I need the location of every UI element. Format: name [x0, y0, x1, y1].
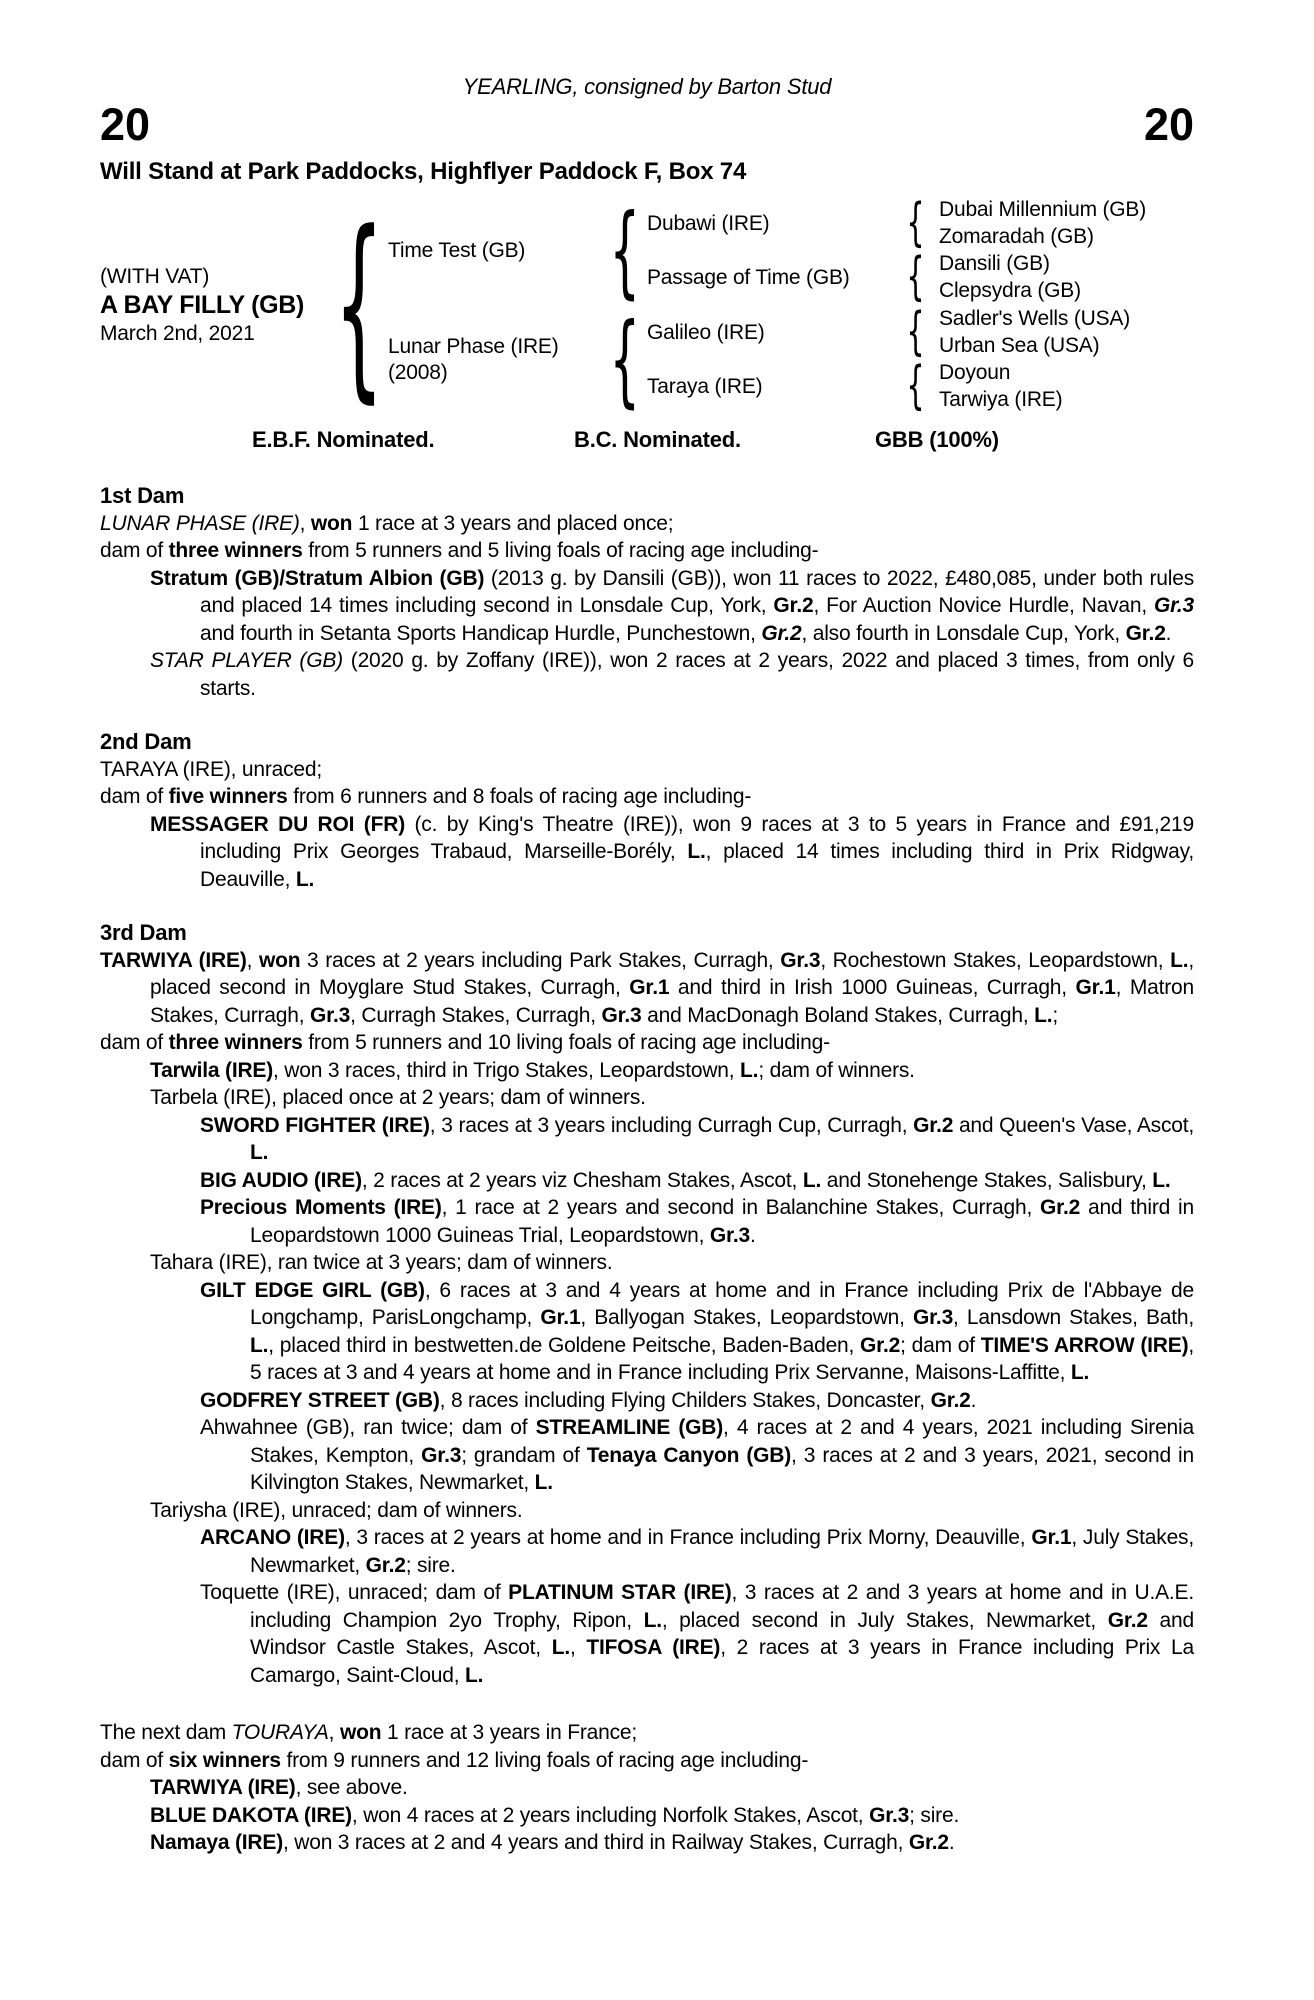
dam-section — [100, 1719, 1194, 1857]
text-run: Gr.2 — [908, 1831, 949, 1854]
text-run: Namaya (IRE) — [150, 1831, 283, 1854]
dam-sire-dam-name: Urban Sea (USA) — [939, 333, 1100, 357]
text-run: Gr.1 — [1031, 1526, 1072, 1549]
text-run: (2013 g. by Dansili (GB)), won 11 races to 2022, £480,085, under both rules and placed 14 times including second in Lonsdale Cup, York, — [200, 566, 1194, 617]
text-run: L. — [643, 1608, 662, 1632]
text-run: L. — [534, 1471, 553, 1494]
sire-sire-sire-name: Dubai Millennium (GB) — [939, 197, 1147, 221]
text-run: , July Stakes, Newmarket, — [250, 1526, 1194, 1577]
catalogue-paragraph — [100, 1112, 1194, 1167]
text-run: ; grandam of — [461, 1443, 587, 1467]
text-run: , 3 races at 2 and 3 years at home and in U.A.E. including Champion 2yo Trophy, Ripon, — [250, 1581, 1194, 1632]
text-run: dam of — [100, 539, 169, 562]
text-run: , won 4 races at 2 years including Norfolk Stakes, Ascot, — [351, 1803, 870, 1827]
text-run: . — [948, 1831, 955, 1854]
text-run: , placed second in July Stakes, Newmarket, — [661, 1608, 1108, 1632]
catalogue-paragraph — [100, 1277, 1194, 1387]
dam-parents-column — [647, 301, 1194, 416]
text-run: TARAYA (IRE), unraced; — [100, 757, 323, 781]
text-run: Gr.3 — [869, 1803, 910, 1827]
text-run: , Rochestown Stakes, Leopardstown, — [820, 948, 1171, 972]
dam-section — [100, 919, 1194, 1689]
pedigree-brace-dam-sire: { — [905, 301, 925, 362]
text-run: LUNAR PHASE (IRE) — [100, 511, 300, 535]
catalogue-paragraph — [100, 756, 1194, 784]
pedigree-brace-dam-dam: { — [905, 356, 925, 416]
dam-sire-branch — [647, 301, 1194, 362]
catalogue-paragraph — [100, 1747, 1194, 1775]
text-run: dam of — [100, 1031, 169, 1054]
text-run: three winners — [168, 539, 303, 562]
bc-nomination: B.C. Nominated. — [574, 427, 741, 452]
text-run: TIME'S ARROW (IRE) — [980, 1333, 1189, 1357]
text-run: , 5 races at 3 and 4 years at home and in France including Prix Servanne, Maisons-Laffitte, — [250, 1333, 1194, 1384]
dam-section-heading: 3rd Dam — [100, 920, 187, 945]
catalogue-paragraph — [100, 1084, 1194, 1112]
text-run: dam of — [100, 1748, 169, 1772]
sire-dam-branch — [647, 247, 1194, 307]
text-run: L. — [551, 1636, 570, 1659]
text-run: , Curragh Stakes, Curragh, — [350, 1003, 602, 1027]
text-run: GILT EDGE GIRL (GB) — [200, 1278, 425, 1302]
catalogue-paragraph — [100, 1414, 1194, 1497]
text-run: Gr.2 — [1040, 1196, 1081, 1219]
sire-branch — [388, 191, 1194, 309]
text-run: ; dam of — [900, 1333, 981, 1357]
catalogue-paragraph — [100, 1167, 1194, 1195]
pedigree-gen1-column — [388, 191, 1194, 418]
gbb-nomination: GBB (100%) — [875, 427, 999, 452]
text-run: Precious Moments (IRE) — [200, 1196, 442, 1219]
dam-name: Lunar Phase (IRE) — [388, 334, 559, 358]
text-run: , won 3 races, third in Trigo Stakes, Leopardstown, — [273, 1058, 741, 1082]
catalogue-paragraph — [100, 1719, 1194, 1747]
dam-dam-branch — [647, 356, 1194, 416]
consignor-line: YEARLING, consigned by Barton Stud — [462, 74, 832, 99]
catalogue-paragraph — [100, 947, 1194, 1030]
catalogue-paragraph — [100, 1194, 1194, 1249]
text-run: TARWIYA (IRE) — [100, 948, 247, 972]
text-run: BLUE DAKOTA (IRE) — [150, 1803, 352, 1827]
text-run: Gr.3 — [709, 1223, 750, 1247]
dam-section-heading: 1st Dam — [100, 483, 185, 508]
stand-location-line: Will Stand at Park Paddocks, Highflyer Paddock F, Box 74 — [100, 158, 747, 185]
text-run: L. — [687, 840, 706, 863]
catalogue-paragraph — [100, 1579, 1194, 1689]
text-run: , 2 races at 3 years in France including Prix La Camargo, Saint-Cloud, — [250, 1636, 1194, 1687]
catalogue-paragraph — [100, 811, 1194, 894]
text-run: , Ballyogan Stakes, Leopardstown, — [580, 1306, 913, 1329]
sire-sire-branch — [647, 192, 1194, 253]
dam-name-cell — [388, 334, 603, 386]
text-run: five winners — [168, 785, 288, 808]
dam-sections — [100, 482, 1194, 1857]
catalogue-paragraph — [100, 565, 1194, 648]
text-run: . — [1165, 621, 1172, 645]
text-run: . — [970, 1388, 977, 1412]
text-run: , 3 races at 2 years at home and in France including Prix Morny, Deauville, — [344, 1526, 1032, 1549]
sire-sire-parents — [933, 196, 1194, 251]
text-run: L. — [1152, 1168, 1171, 1192]
text-run: won — [339, 1721, 382, 1744]
text-run: SWORD FIGHTER (IRE) — [200, 1113, 430, 1137]
text-run: Gr.2 — [761, 621, 802, 645]
text-run: L. — [1170, 948, 1189, 972]
text-run: TIFOSA (IRE) — [586, 1636, 721, 1659]
text-run: ; dam of winners. — [758, 1058, 915, 1082]
catalogue-paragraph — [100, 1802, 1194, 1830]
text-run: Tarbela (IRE), placed once at 2 years; dam of winners. — [150, 1086, 646, 1109]
text-run: ; — [1052, 1003, 1059, 1027]
text-run: Gr.1 — [1075, 976, 1116, 999]
text-run: won — [310, 511, 353, 535]
text-run: six winners — [168, 1748, 281, 1772]
catalogue-paragraph — [100, 783, 1194, 811]
catalogue-paragraph — [100, 1524, 1194, 1579]
catalogue-paragraph — [100, 510, 1194, 538]
dam-year: (2008) — [388, 360, 448, 384]
text-run: , placed third in bestwetten.de Goldene Peitsche, Baden-Baden, — [268, 1333, 861, 1357]
text-run: , For Auction Novice Hurdle, Navan, — [813, 594, 1154, 617]
text-run: 3 races at 2 years including Park Stakes, Curragh, — [300, 948, 781, 972]
text-run: L. — [250, 1333, 269, 1357]
text-run: , Lansdown Stakes, Bath, — [953, 1306, 1195, 1329]
dam-section — [100, 482, 1194, 702]
text-run: , 6 races at 3 and 4 years at home and in France including Prix de l'Abbaye de Longchamp, ParisLongchamp, — [250, 1278, 1194, 1329]
text-run: Tariysha (IRE), unraced; dam of winners. — [150, 1498, 523, 1522]
pedigree-brace-sire: { — [609, 191, 641, 309]
sire-sire-dam-name: Zomaradah (GB) — [939, 224, 1094, 248]
text-run: Gr.3 — [601, 1003, 642, 1027]
text-run: L. — [1070, 1361, 1090, 1384]
text-run: Tenaya Canyon (GB) — [586, 1443, 792, 1467]
text-run: 1 race at 3 years in France; — [381, 1721, 637, 1744]
text-run: Toquette (IRE), unraced; dam of — [200, 1581, 509, 1604]
text-run: L. — [1034, 1003, 1053, 1027]
text-run: Ahwahnee (GB), ran twice; dam of — [200, 1416, 536, 1439]
dam-section — [100, 728, 1194, 893]
text-run: Tarwila (IRE) — [150, 1058, 274, 1082]
pedigree-brace-dam: { — [609, 300, 641, 418]
text-run: from 5 runners and 10 living foals of racing age including- — [302, 1031, 830, 1054]
dam-branch — [388, 300, 1194, 418]
horse-name: A BAY FILLY (GB) — [100, 290, 305, 319]
text-run: won — [258, 948, 301, 972]
text-run: , 3 races at 3 years including Curragh Cup, Curragh, — [429, 1113, 914, 1137]
dam-dam-sire-name: Doyoun — [939, 361, 1011, 385]
text-run: and MacDonagh Boland Stakes, Curragh, — [641, 1003, 1035, 1027]
text-run: MESSAGER DU ROI (FR) — [150, 812, 405, 836]
catalogue-paragraph — [100, 537, 1194, 565]
text-run: 1 race at 3 years and placed once; — [352, 511, 674, 535]
text-run: , 1 race at 2 years and second in Balanchine Stakes, Curragh, — [441, 1196, 1041, 1219]
dam-sire-sire-name: Sadler's Wells (USA) — [939, 306, 1130, 330]
dam-sire-parents — [933, 305, 1194, 360]
lot-number-right: 20 — [1143, 99, 1194, 150]
text-run: , placed 14 times including third in Prix Ridgway, Deauville, — [200, 840, 1194, 891]
text-run: ; sire. — [909, 1803, 960, 1827]
text-run: L. — [802, 1168, 822, 1192]
text-run: , — [328, 1721, 340, 1744]
ebf-nomination: E.B.F. Nominated. — [252, 427, 435, 452]
foal-date: March 2nd, 2021 — [100, 321, 255, 345]
text-run: L. — [465, 1663, 484, 1687]
text-run: Gr.3 — [421, 1443, 462, 1467]
text-run: , — [246, 948, 259, 972]
text-run: BIG AUDIO (IRE) — [200, 1168, 362, 1192]
text-run: L. — [250, 1141, 269, 1164]
dam-dam-name: Taraya (IRE) — [647, 375, 763, 398]
text-run: three winners — [168, 1031, 303, 1054]
text-run: and Windsor Castle Stakes, Ascot, — [250, 1608, 1194, 1659]
catalogue-paragraph — [100, 1249, 1194, 1277]
text-run: L. — [740, 1058, 759, 1082]
text-run: and third in Irish 1000 Guineas, Curragh, — [669, 976, 1076, 999]
catalogue-paragraph — [100, 1029, 1194, 1057]
text-run: , placed second in Moyglare Stud Stakes, Curragh, — [150, 948, 1194, 999]
text-run: , — [569, 1636, 587, 1659]
sire-sire-name: Dubawi (IRE) — [647, 211, 770, 235]
sire-parents-column — [647, 192, 1194, 307]
text-run: Gr.1 — [540, 1306, 581, 1329]
pedigree-brace-sire-dam: { — [905, 247, 925, 307]
text-run: Gr.2 — [773, 594, 814, 617]
text-run: and fourth in Setanta Sports Handicap Hurdle, Punchestown, — [200, 621, 762, 645]
text-run: Gr.2 — [860, 1333, 901, 1357]
pedigree-brace-sire-sire: { — [905, 192, 925, 253]
catalogue-paragraph — [100, 1774, 1194, 1802]
text-run: (c. by King's Theatre (IRE)), won 9 races at 3 to 5 years in France and £91,219 including Prix Georges Trabaud, Marseille-Borély, — [200, 812, 1194, 863]
text-run: , won 3 races at 2 and 4 years and third in Railway Stakes, Curragh, — [282, 1831, 909, 1854]
pedigree-subject-column — [100, 196, 330, 414]
text-run: L. — [295, 867, 315, 891]
sire-dam-parents — [933, 251, 1194, 306]
text-run: dam of — [100, 785, 169, 808]
text-run: STAR PLAYER (GB) — [150, 649, 343, 672]
pedigree-table — [100, 188, 1194, 421]
dam-section-heading: 2nd Dam — [100, 729, 192, 754]
dam-dam-parents — [933, 360, 1194, 415]
text-run: ; sire. — [405, 1553, 456, 1577]
text-run: . — [749, 1223, 756, 1247]
text-run: Gr.2 — [913, 1113, 954, 1137]
text-run: and Stonehenge Stakes, Salisbury, — [821, 1168, 1153, 1192]
text-run: Gr.3 — [780, 948, 821, 972]
text-run: and third in Leopardstown 1000 Guineas Trial, Leopardstown, — [250, 1196, 1194, 1247]
catalogue-paragraph — [100, 1829, 1194, 1857]
text-run: , — [299, 511, 311, 535]
text-run: TOURAYA — [231, 1721, 329, 1744]
text-run: Gr.3 — [912, 1306, 954, 1329]
text-run: TARWIYA (IRE) — [150, 1776, 296, 1799]
text-run: from 6 runners and 8 foals of racing age including- — [287, 785, 752, 808]
text-run: , also fourth in Lonsdale Cup, York, — [801, 621, 1126, 645]
text-run: Stratum (GB)/Stratum Albion (GB) — [150, 566, 485, 590]
lot-number-row — [100, 99, 1194, 154]
catalogue-paragraph — [100, 1387, 1194, 1415]
text-run: , 3 races at 2 and 3 years, 2021, second in Kilvington Stakes, Newmarket, — [250, 1443, 1194, 1494]
vat-note: (WITH VAT) — [100, 265, 210, 288]
text-run: , 2 races at 2 years viz Chesham Stakes, Ascot, — [361, 1168, 803, 1192]
sire-dam-sire-name: Dansili (GB) — [939, 252, 1050, 276]
text-run: The next dam — [100, 1721, 232, 1744]
text-run: , 8 races including Flying Childers Stakes, Doncaster, — [439, 1388, 931, 1412]
text-run: ARCANO (IRE) — [200, 1526, 345, 1549]
text-run: from 5 runners and 5 living foals of racing age including- — [302, 539, 819, 562]
sire-dam-name: Passage of Time (GB) — [647, 266, 850, 289]
text-run: Gr.3 — [1153, 594, 1194, 617]
text-run: (2020 g. by Zoffany (IRE)), won 2 races at 2 years, 2022 and placed 3 times, from only 6 starts. — [200, 649, 1194, 700]
text-run: , see above. — [295, 1776, 408, 1799]
dam-sire-name: Galileo (IRE) — [647, 320, 765, 344]
text-run: Gr.2 — [365, 1553, 406, 1577]
text-run: , 4 races at 2 and 4 years, 2021 including Sirenia Stakes, Kempton, — [250, 1416, 1194, 1467]
text-run: Gr.1 — [629, 976, 670, 999]
text-run: GODFREY STREET (GB) — [200, 1388, 440, 1412]
text-run: from 9 runners and 12 living foals of racing age including- — [280, 1748, 809, 1772]
nominations-row — [100, 426, 1194, 456]
text-run: , Matron Stakes, Curragh, — [150, 976, 1194, 1027]
catalogue-paragraph — [100, 647, 1194, 702]
lot-number-left: 20 — [100, 99, 151, 150]
catalogue-paragraph — [100, 1497, 1194, 1525]
text-run: Gr.2 — [1125, 621, 1166, 645]
sire-name: Time Test (GB) — [388, 238, 526, 262]
text-run: STREAMLINE (GB) — [535, 1416, 724, 1439]
dam-dam-dam-name: Tarwiya (IRE) — [939, 388, 1063, 412]
text-run: and Queen's Vase, Ascot, — [953, 1113, 1194, 1137]
text-run: Gr.2 — [1107, 1608, 1148, 1632]
sire-dam-dam-name: Clepsydra (GB) — [939, 279, 1081, 303]
catalogue-paragraph — [100, 1057, 1194, 1085]
text-run: Gr.2 — [930, 1388, 971, 1412]
text-run: Tahara (IRE), ran twice at 3 years; dam of winners. — [150, 1251, 613, 1274]
text-run: Gr.3 — [310, 1003, 351, 1027]
pedigree-brace-gen1: { — [334, 188, 384, 421]
text-run: PLATINUM STAR (IRE) — [508, 1581, 732, 1604]
